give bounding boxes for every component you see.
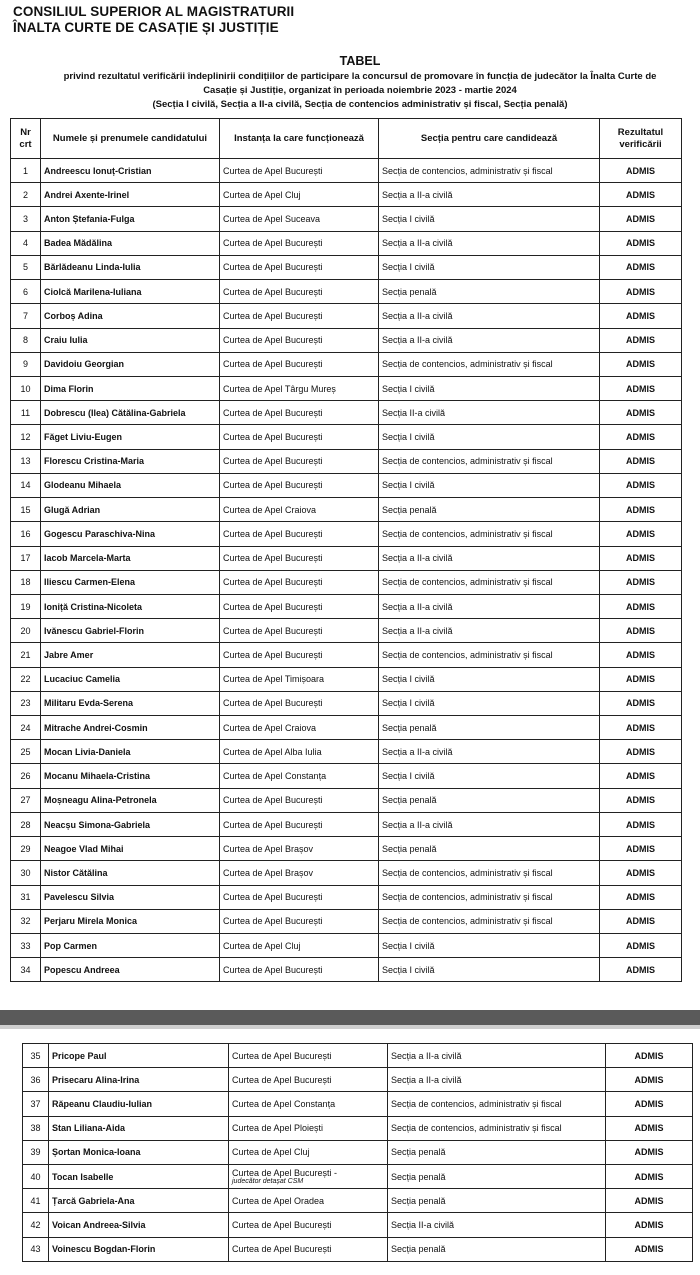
row-number: 21 bbox=[11, 643, 41, 667]
institution-name: CONSILIUL SUPERIOR AL MAGISTRATURII bbox=[13, 4, 295, 19]
table-row bbox=[11, 885, 682, 909]
subtitle-line: (Secția I civilă, Secția a II-a civilă, Secția de contencios administrativ și fiscal, Secția penală) bbox=[152, 99, 568, 110]
row-number: 37 bbox=[23, 1092, 49, 1116]
row-number: 32 bbox=[11, 909, 41, 933]
table-row bbox=[11, 861, 682, 885]
row-number: 6 bbox=[11, 280, 41, 304]
candidate-name: Craiu Iulia bbox=[41, 328, 220, 352]
row-number: 27 bbox=[11, 788, 41, 812]
table-row bbox=[11, 740, 682, 764]
result-cell: ADMIS bbox=[600, 764, 682, 788]
candidate-name: Mocan Livia-Daniela bbox=[41, 740, 220, 764]
section-cell: Secția penală bbox=[379, 788, 600, 812]
table-row bbox=[11, 207, 682, 231]
table-row bbox=[11, 958, 682, 982]
table-row bbox=[11, 498, 682, 522]
row-number: 26 bbox=[11, 764, 41, 788]
row-number: 4 bbox=[11, 231, 41, 255]
result-cell: ADMIS bbox=[600, 740, 682, 764]
row-number: 23 bbox=[11, 691, 41, 715]
candidate-name: Neacșu Simona-Gabriela bbox=[41, 812, 220, 836]
court-name-cell bbox=[229, 1164, 388, 1188]
table-row bbox=[11, 812, 682, 836]
candidate-name: Neagoe Vlad Mihai bbox=[41, 837, 220, 861]
section-cell: Secția a II-a civilă bbox=[379, 594, 600, 618]
candidate-name: Popescu Andreea bbox=[41, 958, 220, 982]
section-cell: Secția de contencios, administrativ și fiscal bbox=[379, 861, 600, 885]
result-cell: ADMIS bbox=[600, 788, 682, 812]
row-number: 24 bbox=[11, 716, 41, 740]
result-cell: ADMIS bbox=[600, 328, 682, 352]
row-number: 10 bbox=[11, 376, 41, 400]
row-number: 16 bbox=[11, 522, 41, 546]
results-table-page1 bbox=[10, 118, 682, 982]
result-cell: ADMIS bbox=[606, 1140, 693, 1164]
secondment-note: judecător detașat CSM bbox=[232, 1177, 304, 1185]
col-header-nr: Nr crt bbox=[11, 119, 41, 159]
court-name-cell: Curtea de Apel Oradea bbox=[229, 1189, 388, 1213]
table-row bbox=[11, 909, 682, 933]
candidate-name: Ioniță Cristina-Nicoleta bbox=[41, 594, 220, 618]
row-number: 33 bbox=[11, 934, 41, 958]
table-row bbox=[23, 1068, 693, 1092]
row-number: 3 bbox=[11, 207, 41, 231]
table-row bbox=[11, 304, 682, 328]
candidate-name: Șortan Monica-Ioana bbox=[49, 1140, 229, 1164]
row-number: 38 bbox=[23, 1116, 49, 1140]
court-name-cell: Curtea de Apel Cluj bbox=[220, 183, 379, 207]
result-cell: ADMIS bbox=[600, 449, 682, 473]
row-number: 1 bbox=[11, 159, 41, 183]
court-name-cell: Curtea de Apel București bbox=[220, 449, 379, 473]
table-row bbox=[23, 1213, 693, 1237]
section-cell: Secția penală bbox=[379, 716, 600, 740]
table-row bbox=[11, 401, 682, 425]
table-row bbox=[11, 934, 682, 958]
result-cell: ADMIS bbox=[600, 885, 682, 909]
table-row bbox=[11, 473, 682, 497]
row-number: 22 bbox=[11, 667, 41, 691]
page-break bbox=[0, 1010, 700, 1025]
court-name-text: Curtea de Apel București - bbox=[232, 1167, 338, 1178]
section-cell: Secția a II-a civilă bbox=[379, 619, 600, 643]
row-number: 28 bbox=[11, 812, 41, 836]
court-name-cell: Curtea de Apel Craiova bbox=[220, 498, 379, 522]
candidate-name: Mitrache Andrei-Cosmin bbox=[41, 716, 220, 740]
section-cell: Secția penală bbox=[388, 1164, 606, 1188]
court-name-cell: Curtea de Apel Timișoara bbox=[220, 667, 379, 691]
result-cell: ADMIS bbox=[600, 207, 682, 231]
result-cell: ADMIS bbox=[606, 1164, 693, 1188]
col-header-section: Secția pentru care candidează bbox=[379, 119, 600, 159]
court-name-cell: Curtea de Apel București bbox=[220, 255, 379, 279]
result-cell: ADMIS bbox=[600, 352, 682, 376]
section-cell: Secția penală bbox=[388, 1237, 606, 1261]
section-cell: Secția de contencios, administrativ și fiscal bbox=[379, 449, 600, 473]
candidate-name: Stan Liliana-Aida bbox=[49, 1116, 229, 1140]
candidate-name: Ivănescu Gabriel-Florin bbox=[41, 619, 220, 643]
section-cell: Secția I civilă bbox=[379, 207, 600, 231]
result-cell: ADMIS bbox=[600, 667, 682, 691]
result-cell: ADMIS bbox=[600, 376, 682, 400]
result-cell: ADMIS bbox=[600, 522, 682, 546]
candidate-name: Iacob Marcela-Marta bbox=[41, 546, 220, 570]
result-cell: ADMIS bbox=[600, 716, 682, 740]
candidate-name: Voican Andreea-Silvia bbox=[49, 1213, 229, 1237]
table-row bbox=[11, 183, 682, 207]
candidate-name: Pricope Paul bbox=[49, 1044, 229, 1068]
row-number: 31 bbox=[11, 885, 41, 909]
result-cell: ADMIS bbox=[600, 473, 682, 497]
result-cell: ADMIS bbox=[600, 691, 682, 715]
section-cell: Secția I civilă bbox=[379, 691, 600, 715]
candidate-name: Davidoiu Georgian bbox=[41, 352, 220, 376]
result-cell: ADMIS bbox=[600, 958, 682, 982]
court-name-cell: Curtea de Apel Constanța bbox=[229, 1092, 388, 1116]
section-cell: Secția a II-a civilă bbox=[379, 546, 600, 570]
table-row bbox=[23, 1189, 693, 1213]
table-row bbox=[11, 764, 682, 788]
row-number: 41 bbox=[23, 1189, 49, 1213]
court-name-cell: Curtea de Apel Alba Iulia bbox=[220, 740, 379, 764]
section-cell: Secția de contencios, administrativ și fiscal bbox=[388, 1092, 606, 1116]
result-cell: ADMIS bbox=[606, 1044, 693, 1068]
row-number: 29 bbox=[11, 837, 41, 861]
result-cell: ADMIS bbox=[600, 546, 682, 570]
row-number: 12 bbox=[11, 425, 41, 449]
row-number: 25 bbox=[11, 740, 41, 764]
section-cell: Secția a II-a civilă bbox=[388, 1068, 606, 1092]
section-cell: Secția de contencios, administrativ și fiscal bbox=[379, 643, 600, 667]
section-cell: Secția a II-a civilă bbox=[379, 231, 600, 255]
result-cell: ADMIS bbox=[606, 1189, 693, 1213]
section-cell: Secția de contencios, administrativ și fiscal bbox=[379, 352, 600, 376]
result-cell: ADMIS bbox=[606, 1092, 693, 1116]
court-name-cell: Curtea de Apel București bbox=[220, 909, 379, 933]
candidate-name: Glugă Adrian bbox=[41, 498, 220, 522]
row-number: 8 bbox=[11, 328, 41, 352]
court-name-cell: Curtea de Apel Constanța bbox=[220, 764, 379, 788]
page-break-edge bbox=[0, 1025, 700, 1029]
result-cell: ADMIS bbox=[600, 255, 682, 279]
section-cell: Secția penală bbox=[388, 1140, 606, 1164]
table-row bbox=[11, 352, 682, 376]
section-cell: Secția I civilă bbox=[379, 764, 600, 788]
section-cell: Secția a II-a civilă bbox=[379, 328, 600, 352]
table-row bbox=[11, 691, 682, 715]
document-subtitle bbox=[30, 70, 690, 112]
table-row bbox=[11, 570, 682, 594]
row-number: 34 bbox=[11, 958, 41, 982]
court-name-cell: Curtea de Apel București bbox=[220, 425, 379, 449]
table-row bbox=[11, 159, 682, 183]
section-cell: Secția a II-a civilă bbox=[388, 1044, 606, 1068]
section-cell: Secția I civilă bbox=[379, 255, 600, 279]
court-name-cell: Curtea de Apel București bbox=[220, 619, 379, 643]
candidate-name: Mocanu Mihaela-Cristina bbox=[41, 764, 220, 788]
row-number: 30 bbox=[11, 861, 41, 885]
court-name-cell: Curtea de Apel București bbox=[229, 1237, 388, 1261]
section-cell: Secția de contencios, administrativ și fiscal bbox=[379, 570, 600, 594]
result-cell: ADMIS bbox=[606, 1213, 693, 1237]
candidate-name: Voinescu Bogdan-Florin bbox=[49, 1237, 229, 1261]
section-cell: Secția de contencios, administrativ și fiscal bbox=[379, 885, 600, 909]
section-cell: Secția I civilă bbox=[379, 958, 600, 982]
candidate-name: Ciolcă Marilena-Iuliana bbox=[41, 280, 220, 304]
candidate-name: Moșneagu Alina-Petronela bbox=[41, 788, 220, 812]
document-title: TABEL bbox=[339, 54, 381, 68]
section-cell: Secția de contencios, administrativ și fiscal bbox=[379, 522, 600, 546]
candidate-name: Tocan Isabelle bbox=[49, 1164, 229, 1188]
results-table-page2 bbox=[22, 1043, 693, 1262]
court-name-cell: Curtea de Apel Brașov bbox=[220, 861, 379, 885]
court-name-cell: Curtea de Apel Cluj bbox=[229, 1140, 388, 1164]
row-number: 15 bbox=[11, 498, 41, 522]
result-cell: ADMIS bbox=[600, 304, 682, 328]
result-cell: ADMIS bbox=[600, 425, 682, 449]
col-header-name: Numele și prenumele candidatului bbox=[41, 119, 220, 159]
candidate-name: Militaru Evda-Serena bbox=[41, 691, 220, 715]
section-cell: Secția penală bbox=[379, 280, 600, 304]
section-cell: Secția a II-a civilă bbox=[379, 740, 600, 764]
court-name-cell: Curtea de Apel Brașov bbox=[220, 837, 379, 861]
col-header-result: Rezultatul verificării bbox=[600, 119, 682, 159]
table-row bbox=[11, 522, 682, 546]
row-number: 35 bbox=[23, 1044, 49, 1068]
court-name-cell: Curtea de Apel Suceava bbox=[220, 207, 379, 231]
table-row bbox=[11, 546, 682, 570]
subtitle-line: privind rezultatul verificării îndeplinirii condițiilor de participare la concursul de promovare în funcția de judecător la Înalta Curte de bbox=[63, 71, 657, 82]
court-name-cell: Curtea de Apel București bbox=[220, 231, 379, 255]
row-number: 2 bbox=[11, 183, 41, 207]
table-row bbox=[11, 280, 682, 304]
result-cell: ADMIS bbox=[600, 159, 682, 183]
section-cell: Secția de contencios, administrativ și fiscal bbox=[379, 159, 600, 183]
table-row bbox=[23, 1164, 693, 1188]
court-name-cell: Curtea de Apel Craiova bbox=[220, 716, 379, 740]
candidate-name: Țarcă Gabriela-Ana bbox=[49, 1189, 229, 1213]
candidate-name: Perjaru Mirela Monica bbox=[41, 909, 220, 933]
court-name-cell: Curtea de Apel București bbox=[220, 352, 379, 376]
table-row bbox=[23, 1140, 693, 1164]
section-cell: Secția I civilă bbox=[379, 425, 600, 449]
court-name-cell: Curtea de Apel București bbox=[220, 958, 379, 982]
court-name-cell: Curtea de Apel București bbox=[220, 546, 379, 570]
court-name-cell: Curtea de Apel București bbox=[220, 473, 379, 497]
court-name-cell: Curtea de Apel București bbox=[220, 594, 379, 618]
candidate-name: Jabre Amer bbox=[41, 643, 220, 667]
section-cell: Secția I civilă bbox=[379, 376, 600, 400]
section-cell: Secția II-a civilă bbox=[388, 1213, 606, 1237]
col-header-court: Instanța la care funcționează bbox=[220, 119, 379, 159]
result-cell: ADMIS bbox=[600, 643, 682, 667]
result-cell: ADMIS bbox=[600, 594, 682, 618]
row-number: 39 bbox=[23, 1140, 49, 1164]
row-number: 11 bbox=[11, 401, 41, 425]
candidate-name: Glodeanu Mihaela bbox=[41, 473, 220, 497]
candidate-name: Pop Carmen bbox=[41, 934, 220, 958]
court-name-cell: Curtea de Apel Cluj bbox=[220, 934, 379, 958]
row-number: 7 bbox=[11, 304, 41, 328]
court-name-cell: Curtea de Apel București bbox=[220, 328, 379, 352]
row-number: 14 bbox=[11, 473, 41, 497]
section-cell: Secția a II-a civilă bbox=[379, 304, 600, 328]
table-row bbox=[23, 1044, 693, 1068]
court-name-cell: Curtea de Apel București bbox=[229, 1068, 388, 1092]
court-name-cell: Curtea de Apel București bbox=[220, 522, 379, 546]
candidate-name: Florescu Cristina-Maria bbox=[41, 449, 220, 473]
table-row bbox=[11, 788, 682, 812]
court-name-cell: Curtea de Apel București bbox=[229, 1044, 388, 1068]
candidate-name: Nistor Cătălina bbox=[41, 861, 220, 885]
section-cell: Secția de contencios, administrativ și fiscal bbox=[388, 1116, 606, 1140]
court-name-cell: Curtea de Apel Târgu Mureș bbox=[220, 376, 379, 400]
table-row bbox=[11, 619, 682, 643]
row-number: 17 bbox=[11, 546, 41, 570]
candidate-name: Andreescu Ionuț-Cristian bbox=[41, 159, 220, 183]
section-cell: Secția II-a civilă bbox=[379, 401, 600, 425]
court-name-cell: Curtea de Apel București bbox=[220, 401, 379, 425]
candidate-name: Badea Mădălina bbox=[41, 231, 220, 255]
court-name-cell: Curtea de Apel București bbox=[220, 885, 379, 909]
section-cell: Secția penală bbox=[379, 837, 600, 861]
court-name-cell: Curtea de Apel București bbox=[220, 280, 379, 304]
result-cell: ADMIS bbox=[600, 401, 682, 425]
court-name-cell: Curtea de Apel București bbox=[220, 691, 379, 715]
table-row bbox=[11, 231, 682, 255]
row-number: 20 bbox=[11, 619, 41, 643]
court-name: ÎNALTA CURTE DE CASAȚIE ȘI JUSTIȚIE bbox=[13, 20, 279, 35]
table-row bbox=[11, 376, 682, 400]
court-name-cell: Curtea de Apel București bbox=[229, 1213, 388, 1237]
table-row bbox=[23, 1092, 693, 1116]
candidate-name: Prisecaru Alina-Irina bbox=[49, 1068, 229, 1092]
court-name-cell: Curtea de Apel București bbox=[220, 159, 379, 183]
candidate-name: Răpeanu Claudiu-Iulian bbox=[49, 1092, 229, 1116]
result-cell: ADMIS bbox=[600, 280, 682, 304]
row-number: 42 bbox=[23, 1213, 49, 1237]
candidate-name: Andrei Axente-Irinel bbox=[41, 183, 220, 207]
court-name-cell: Curtea de Apel București bbox=[220, 788, 379, 812]
row-number: 40 bbox=[23, 1164, 49, 1188]
section-cell: Secția I civilă bbox=[379, 934, 600, 958]
result-cell: ADMIS bbox=[600, 837, 682, 861]
court-name-cell: Curtea de Apel București bbox=[220, 304, 379, 328]
row-number: 19 bbox=[11, 594, 41, 618]
result-cell: ADMIS bbox=[606, 1068, 693, 1092]
court-name-cell: Curtea de Apel București bbox=[220, 812, 379, 836]
table-row bbox=[11, 449, 682, 473]
court-name-cell: Curtea de Apel București bbox=[220, 643, 379, 667]
section-cell: Secția a II-a civilă bbox=[379, 183, 600, 207]
result-cell: ADMIS bbox=[600, 619, 682, 643]
table-row bbox=[11, 425, 682, 449]
result-cell: ADMIS bbox=[600, 934, 682, 958]
row-number: 5 bbox=[11, 255, 41, 279]
candidate-name: Bărlădeanu Linda-Iulia bbox=[41, 255, 220, 279]
table-row bbox=[11, 667, 682, 691]
candidate-name: Gogescu Paraschiva-Nina bbox=[41, 522, 220, 546]
candidate-name: Făget Liviu-Eugen bbox=[41, 425, 220, 449]
row-number: 9 bbox=[11, 352, 41, 376]
table-row bbox=[11, 255, 682, 279]
section-cell: Secția I civilă bbox=[379, 667, 600, 691]
candidate-name: Corboș Adina bbox=[41, 304, 220, 328]
subtitle-line: Casație și Justiție, organizat în perioada noiembrie 2023 - martie 2024 bbox=[203, 85, 517, 96]
candidate-name: Dobrescu (Ilea) Cătălina-Gabriela bbox=[41, 401, 220, 425]
result-cell: ADMIS bbox=[600, 570, 682, 594]
section-cell: Secția penală bbox=[388, 1189, 606, 1213]
table-row bbox=[11, 328, 682, 352]
result-cell: ADMIS bbox=[600, 812, 682, 836]
row-number: 18 bbox=[11, 570, 41, 594]
candidate-name: Dima Florin bbox=[41, 376, 220, 400]
court-name-cell: Curtea de Apel București bbox=[220, 570, 379, 594]
candidate-name: Iliescu Carmen-Elena bbox=[41, 570, 220, 594]
result-cell: ADMIS bbox=[600, 861, 682, 885]
section-cell: Secția de contencios, administrativ și fiscal bbox=[379, 909, 600, 933]
table-header-row bbox=[11, 119, 682, 159]
row-number: 43 bbox=[23, 1237, 49, 1261]
court-name-cell: Curtea de Apel Ploiești bbox=[229, 1116, 388, 1140]
section-cell: Secția I civilă bbox=[379, 473, 600, 497]
table-row bbox=[23, 1237, 693, 1261]
section-cell: Secția penală bbox=[379, 498, 600, 522]
candidate-name: Pavelescu Silvia bbox=[41, 885, 220, 909]
section-cell: Secția a II-a civilă bbox=[379, 812, 600, 836]
result-cell: ADMIS bbox=[600, 909, 682, 933]
table-row bbox=[11, 837, 682, 861]
table-row bbox=[11, 594, 682, 618]
result-cell: ADMIS bbox=[600, 231, 682, 255]
table-row bbox=[11, 716, 682, 740]
row-number: 36 bbox=[23, 1068, 49, 1092]
row-number: 13 bbox=[11, 449, 41, 473]
result-cell: ADMIS bbox=[606, 1116, 693, 1140]
table-row bbox=[11, 643, 682, 667]
result-cell: ADMIS bbox=[600, 498, 682, 522]
result-cell: ADMIS bbox=[606, 1237, 693, 1261]
candidate-name: Anton Ștefania-Fulga bbox=[41, 207, 220, 231]
candidate-name: Lucaciuc Camelia bbox=[41, 667, 220, 691]
table-row bbox=[23, 1116, 693, 1140]
result-cell: ADMIS bbox=[600, 183, 682, 207]
